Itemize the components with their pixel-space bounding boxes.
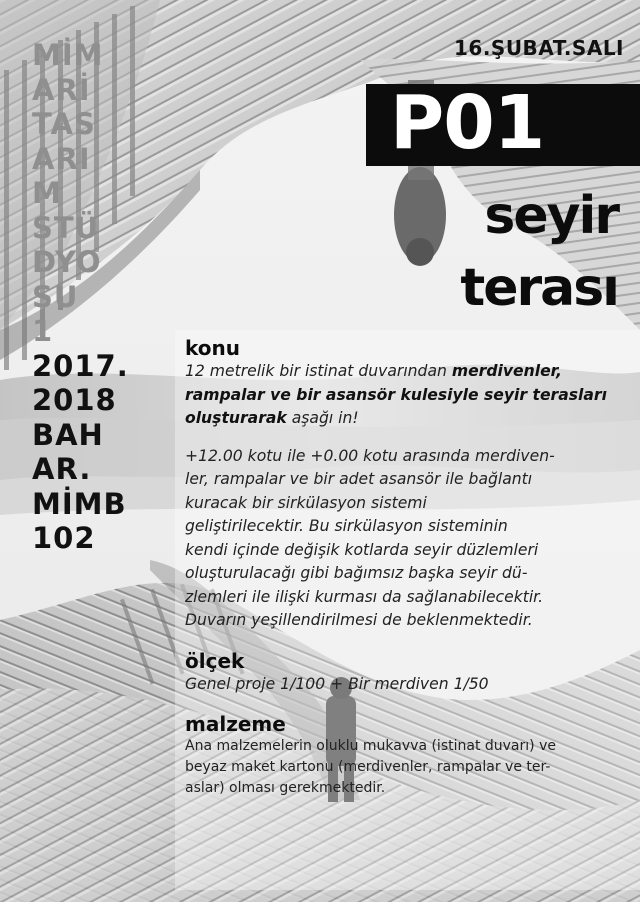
project-title-line2: terası bbox=[460, 258, 618, 318]
project-title-line1: seyir bbox=[484, 186, 618, 246]
project-code: P01 bbox=[390, 80, 545, 166]
studio-name-block bbox=[32, 38, 129, 556]
konu-lead-start: 12 metrelik bir istinat duvarından bbox=[185, 362, 452, 380]
studio-line: M bbox=[32, 176, 62, 210]
studio-line: STÜ bbox=[32, 210, 100, 245]
date-label: 16.ŞUBAT.SALI bbox=[453, 36, 624, 60]
studio-line: DYO bbox=[32, 245, 102, 279]
year-line: BAH bbox=[32, 417, 104, 452]
konu-lead-bold: merdivenler, rampalar ve bir asansör kulesiyle seyir terasları oluşturarak bbox=[185, 362, 607, 427]
studio-line: 1 bbox=[32, 314, 54, 348]
brief-content bbox=[185, 336, 630, 799]
olcek-heading: ölçek bbox=[185, 648, 245, 673]
malzeme-line: aslar) olması gerekmektedir. bbox=[185, 780, 386, 796]
studio-line: TAS bbox=[32, 107, 96, 141]
malzeme-line: beyaz maket kartonu (merdivenler, rampalar ve ter- bbox=[185, 759, 551, 775]
year-line: MİMB bbox=[32, 486, 127, 521]
malzeme-line: Ana malzemelerin oluklu mukavva (istinat duvarı) ve bbox=[185, 738, 556, 754]
konu-heading: konu bbox=[185, 336, 240, 360]
konu-body-line: Duvarın yeşillendirilmesi de beklenmektedir. bbox=[185, 611, 533, 629]
konu-body-line: ler, rampalar ve bir adet asansör ile bağlantı bbox=[185, 470, 533, 488]
studio-line: ARİ bbox=[32, 72, 91, 107]
konu-body-line: +12.00 kotu ile +0.00 kotu arasında merdiven- bbox=[185, 446, 555, 465]
malzeme-heading: malzeme bbox=[185, 712, 286, 736]
year-line: 2017. bbox=[32, 348, 129, 383]
year-line: 102 bbox=[32, 521, 96, 555]
konu-body bbox=[185, 445, 630, 633]
konu-body-line: oluşturulacağı gibi bağımsız başka seyir dü- bbox=[185, 564, 528, 582]
konu-lead-end: aşağı in! bbox=[286, 409, 359, 427]
studio-line: ARI bbox=[32, 141, 91, 176]
studio-line: SU bbox=[32, 279, 79, 314]
olcek-text: Genel proje 1/100 + Bir merdiven 1/50 bbox=[185, 674, 489, 693]
konu-body-line: zlemleri ile ilişki kurması da sağlanabilecektir. bbox=[185, 587, 544, 606]
konu-body-line: kuracak bir sirkülasyon sistemi bbox=[185, 493, 427, 512]
year-line: AR. bbox=[32, 452, 92, 486]
year-line: 2018 bbox=[32, 383, 117, 417]
studio-line: MİM bbox=[32, 38, 104, 72]
konu-lead bbox=[185, 360, 630, 431]
malzeme-text bbox=[185, 736, 630, 799]
konu-body-line: geliştirilecektir. Bu sirkülasyon sisteminin bbox=[185, 517, 508, 535]
konu-body-line: kendi içinde değişik kotlarda seyir düzlemleri bbox=[185, 540, 539, 559]
